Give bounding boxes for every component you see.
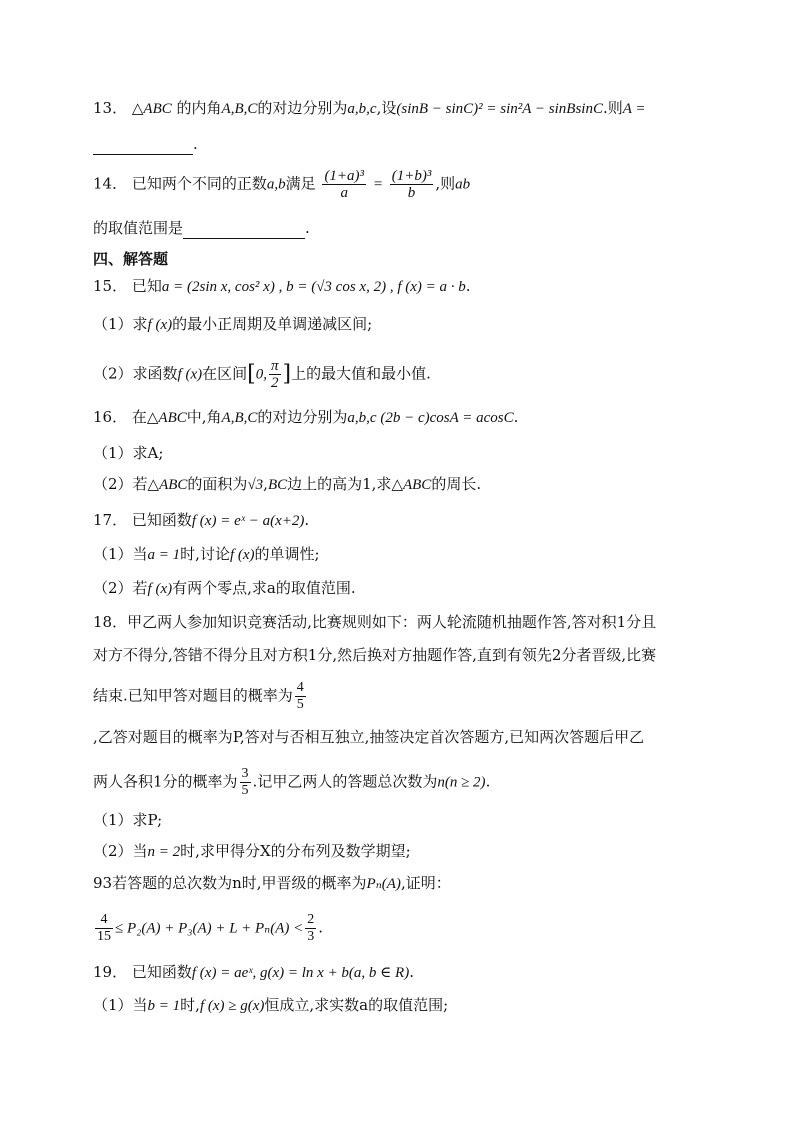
section-heading: 四、解答题 bbox=[93, 250, 169, 268]
q19-line1: 19． 已知函数f (x) = aeˣ, g(x) = ln x + b(a, b ∈ R). bbox=[93, 963, 414, 981]
fraction-2-3: $\frac{2}{3}$ bbox=[307, 912, 315, 944]
q15-line1: 15． 已知a = (2sin x, cos² x) , b = (√3 cos x, 2) , f (x) = a · b. bbox=[93, 277, 471, 295]
fraction-pi-2: $\frac{\pi}{2}$ bbox=[270, 358, 279, 391]
q18-part2: （2）当n = 2时,求甲得分X的分布列及数学期望; bbox=[93, 842, 411, 860]
q18-line5: 两人各积1分的概率为 $\frac{3}{5}$ .记甲乙两人的答题总次数为n(n ≥ 2). bbox=[93, 766, 491, 798]
fraction-2: $\frac{\text{(1+b)³}}{b}$ bbox=[391, 168, 432, 201]
q13-line2: . bbox=[93, 134, 198, 155]
q18-part3: 93若答题的总次数为n时,甲晋级的概率为Pₙ(A),证明： bbox=[93, 874, 451, 892]
q18-inequality: $\frac{4}{15}$ ≤ P₂(A) + P₃(A) + L + Pₙ(A) < $\frac{2}{3}$ . bbox=[97, 912, 324, 944]
q17-part1: （1）当a = 1时,讨论f (x)的单调性; bbox=[93, 545, 320, 563]
fraction-4-15: $\frac{4}{15}$ bbox=[97, 912, 111, 944]
q18-part1: （1）求P; bbox=[93, 811, 163, 829]
q18-line3: 结束.已知甲答对题目的概率为 $\frac{4}{5}$ bbox=[93, 680, 304, 712]
q18-line4: ,乙答对题目的概率为P,答对与否相互独立,抽签决定首次答题方,已知两次答题后甲乙 bbox=[93, 728, 645, 746]
answer-blank-13[interactable] bbox=[93, 134, 193, 155]
q19-part1: （1）当b = 1时,f (x) ≥ g(x)恒成立,求实数a的取值范围; bbox=[93, 996, 449, 1014]
q16-line1: 16． 在△ABC中,角A,B,C的对边分别为a,b,c (2b − c)cosA = acosC. bbox=[93, 408, 519, 426]
q15-part2: （2）求函数f (x)在区间[0, $\frac{\pi}{2}$ ]上的最大值和最小值. bbox=[93, 358, 431, 391]
q18-line2: 对方不得分,答错不得分且对方积1分,然后换对方抽题作答,直到有领先2分者晋级,比赛 bbox=[93, 646, 657, 664]
q16-part1: （1）求A; bbox=[93, 444, 164, 462]
q17-part2: （2）若f (x)有两个零点,求a的取值范围. bbox=[93, 579, 356, 597]
q17-line1: 17． 已知函数f (x) = eˣ − a(x+2). bbox=[93, 511, 310, 529]
fraction-1: $\frac{\text{(1+a)³}}{a}$ bbox=[324, 168, 365, 201]
q16-part2: （2）若△ABC的面积为√3,BC边上的高为1,求△ABC的周长. bbox=[93, 475, 482, 493]
answer-blank-14[interactable] bbox=[183, 218, 305, 239]
q18-line1: 18．甲乙两人参加知识竞赛活动,比赛规则如下：两人轮流随机抽题作答,答对积1分且 bbox=[93, 613, 657, 631]
q14-line1: 14． 已知两个不同的正数a,b满足 $\frac{\text{(1+a)³}}{a}$ = $\frac{\text{(1+b)³}}{b}$ ,则ab bbox=[93, 168, 471, 201]
fraction-4-5: $\frac{4}{5}$ bbox=[296, 680, 304, 712]
q15-part1: （1）求f (x)的最小正周期及单调递减区间; bbox=[93, 315, 373, 333]
q13-line1: 13． △ABC 的内角A,B,C的对边分别为a,b,c,设(sinB − sinC)² = sin²A − sinBsinC.则A = bbox=[93, 99, 646, 117]
fraction-3-5: $\frac{3}{5}$ bbox=[241, 766, 249, 798]
q14-line2: 的取值范围是 . bbox=[93, 219, 310, 237]
